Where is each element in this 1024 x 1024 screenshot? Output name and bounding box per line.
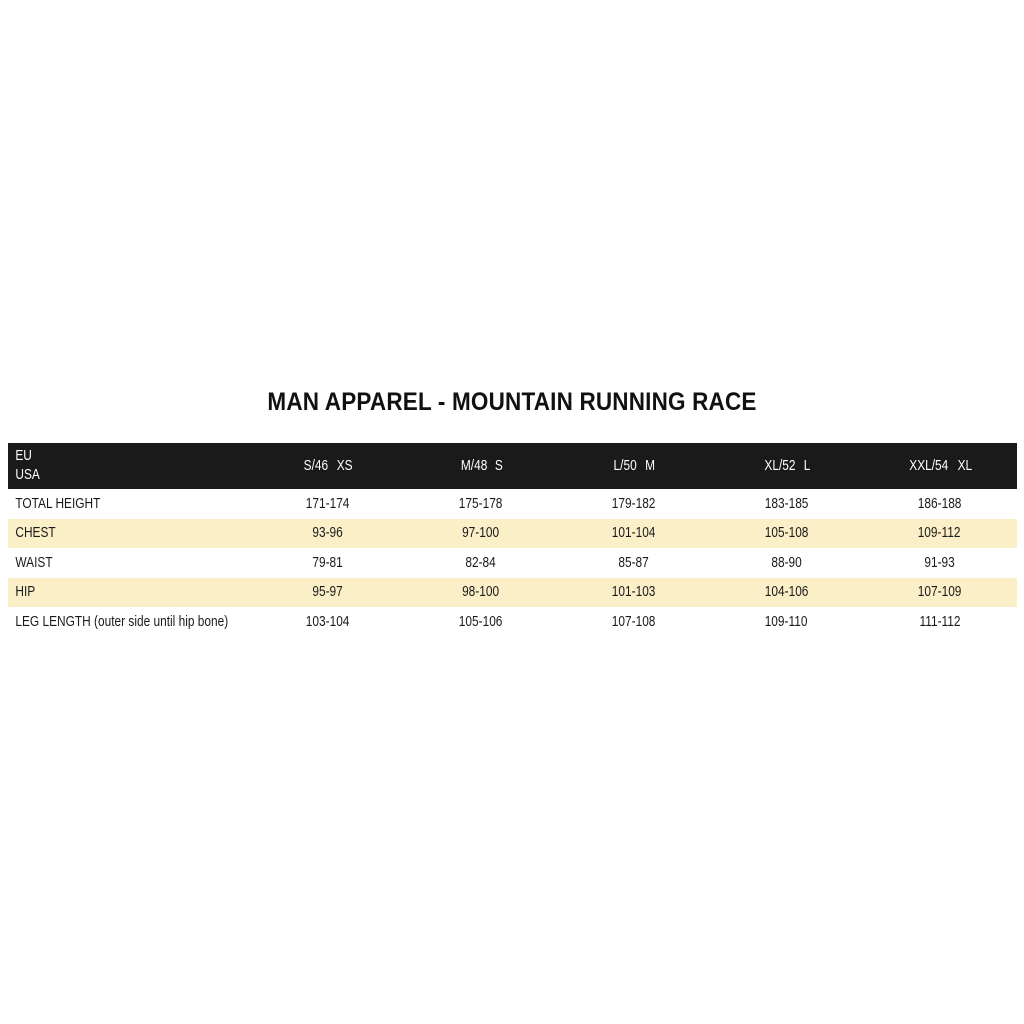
table-cell [863, 496, 1016, 512]
table-row [8, 607, 1017, 637]
table-row [8, 489, 1017, 519]
cell-value: 82-84 [465, 554, 496, 571]
cell-value: 107-108 [611, 613, 656, 630]
header-size-cell [863, 457, 1016, 476]
table-cell [404, 584, 557, 600]
cell-value: 175-178 [458, 495, 503, 512]
page-title: MAN APPAREL - MOUNTAIN RUNNING RACE [267, 388, 757, 416]
table-cell [251, 525, 404, 541]
header-size-eu: S/46 [303, 457, 329, 474]
header-size-usa: XS [336, 457, 353, 474]
header-size-usa: L [804, 457, 811, 474]
cell-value: 93-96 [312, 525, 343, 542]
table-cell [557, 614, 710, 630]
cell-value: 101-104 [611, 525, 656, 542]
table-cell [863, 584, 1016, 600]
table-cell [710, 525, 863, 541]
table-row [8, 578, 1017, 608]
cell-value: 91-93 [924, 554, 955, 571]
table-cell [404, 496, 557, 512]
header-size-cell [251, 457, 404, 476]
cell-value: 98-100 [461, 584, 500, 601]
table-cell [557, 555, 710, 571]
cell-value: 85-87 [618, 554, 649, 571]
table-cell [710, 584, 863, 600]
table-cell [557, 584, 710, 600]
cell-value: 186-188 [917, 495, 962, 512]
cell-value: 88-90 [771, 554, 802, 571]
cell-value: 179-182 [611, 495, 656, 512]
row-label: HIP [15, 584, 36, 601]
table-row [8, 548, 1017, 578]
table-cell [251, 496, 404, 512]
table-cell [863, 525, 1016, 541]
table-cell [251, 584, 404, 600]
header-label-cell [8, 447, 207, 485]
header-size-eu: M/48 [460, 457, 487, 474]
cell-value: 101-103 [611, 584, 656, 601]
header-eu-label: EU [15, 448, 32, 464]
table-cell [557, 496, 710, 512]
table-cell [863, 614, 1016, 630]
cell-value: 105-108 [764, 525, 809, 542]
table-cell [404, 614, 557, 630]
row-label: WAIST [15, 554, 53, 571]
row-label: LEG LENGTH (outer side until hip bone) [15, 613, 229, 630]
row-label: TOTAL HEIGHT [15, 495, 101, 512]
header-size-cell [557, 457, 710, 476]
cell-value: 109-110 [765, 613, 808, 630]
table-header-row [8, 443, 1017, 489]
cell-value: 103-104 [305, 613, 350, 630]
cell-value: 107-109 [917, 584, 962, 601]
table-cell [710, 555, 863, 571]
row-label: CHEST [15, 525, 56, 542]
header-size-usa: S [494, 457, 503, 474]
table-cell [710, 614, 863, 630]
header-size-cell [710, 457, 863, 476]
cell-value: 79-81 [312, 554, 343, 571]
header-size-eu: XXL/54 [909, 457, 949, 474]
header-size-usa: XL [958, 457, 973, 474]
cell-value: 171-174 [305, 495, 350, 512]
table-row [8, 519, 1017, 549]
header-usa-label: USA [15, 467, 40, 483]
cell-value: 109-112 [918, 525, 961, 542]
size-table [8, 443, 1017, 637]
table-cell [251, 614, 404, 630]
table-cell [863, 555, 1016, 571]
header-size-eu: L/50 [613, 457, 638, 474]
cell-value: 111-112 [919, 613, 960, 630]
cell-value: 183-185 [764, 495, 809, 512]
header-size-cell [404, 457, 557, 476]
header-size-eu: XL/52 [764, 457, 796, 474]
table-cell [710, 496, 863, 512]
table-cell [404, 555, 557, 571]
table-cell [251, 555, 404, 571]
cell-value: 105-106 [458, 613, 503, 630]
cell-value: 104-106 [764, 584, 809, 601]
table-cell [404, 525, 557, 541]
header-size-usa: M [644, 457, 655, 474]
cell-value: 95-97 [312, 584, 343, 601]
table-cell [557, 525, 710, 541]
cell-value: 97-100 [461, 525, 500, 542]
